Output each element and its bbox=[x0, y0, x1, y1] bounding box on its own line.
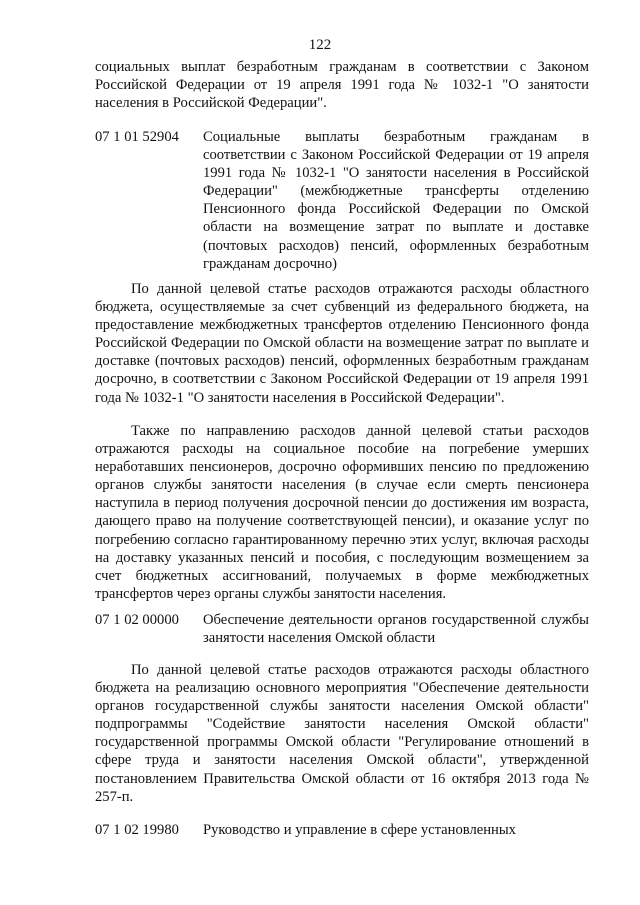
budget-entry bbox=[95, 128, 589, 273]
body-paragraph: По данной целевой статье расходов отражаются расходы областного бюджета на реализацию основного мероприятия "Обеспечение деятельности органов государственной службы занятости населения Омской области" подпрограммы "Содействие занятости населения Омской области" государственной программы Омской области "Регулирование отношений в сфере труда и занятости населения Омской области", утвержденной постановлением Правительства Омской области от 16 октября 2013 года № 257-п. bbox=[95, 662, 589, 805]
intro-paragraph: социальных выплат безработным гражданам в соответствии с Законом Российской Федерации от 19 апреля 1991 года № 1032-1 "О занятости населения в Российской Федерации". bbox=[95, 59, 589, 112]
budget-code: 07 1 02 00000 bbox=[95, 612, 179, 628]
budget-entry bbox=[95, 611, 589, 647]
body-paragraph: По данной целевой статье расходов отражаются расходы областного бюджета, осуществляемые за счет субвенций из федерального бюджета, на предоставление межбюджетных трансфертов отделению Пенсионного фонда Российской Федерации по Омской области на возмещение затрат по выплате и доставке (почтовых расходов) пенсий, оформленных безработным гражданам досрочно, в соответствии с Законом Российской Федерации от 19 апреля 1991 года № 1032-1 "О занятости населения в Российской Федерации". bbox=[95, 281, 589, 406]
budget-entry-title: Руководство и управление в сфере установленных bbox=[203, 822, 516, 838]
budget-code: 07 1 01 52904 bbox=[95, 129, 179, 145]
budget-entry-title: Обеспечение деятельности органов государственной службы занятости населения Омской области bbox=[203, 612, 589, 647]
budget-entry-title: Социальные выплаты безработным гражданам в соответствии с Законом Российской Федерации от 19 апреля 1991 года № 1032-1 "О занятости населения в Российской Федерации" (межбюджетные трансферты отделению Пенсионного фонда Российской Федерации по Омской области на возмещение затрат по выплате и доставке (почтовых расходов) пенсий, оформленных безработным гражданам досрочно) bbox=[203, 129, 589, 272]
page-number: 122 bbox=[308, 37, 332, 53]
budget-entry bbox=[95, 821, 589, 839]
budget-code: 07 1 02 19980 bbox=[95, 822, 179, 838]
body-paragraph: Также по направлению расходов данной целевой статьи расходов отражаются расходы на социальное пособие на погребение умерших неработавших пенсионеров, досрочно оформивших пенсию по предложению органов службы занятости населения (в случае если смерть пенсионера наступила в период получения досрочной пенсии до достижения им возраста, дающего право на получение соответствующей пенсии), и оказание услуг по погребению согласно гарантированному перечню этих услуг, включая расходы на доставку указанных пенсий и пособия, с последующим возмещением за счет бюджетных ассигнований, получаемых в форме межбюджетных трансфертов через органы службы занятости населения. bbox=[95, 423, 589, 602]
